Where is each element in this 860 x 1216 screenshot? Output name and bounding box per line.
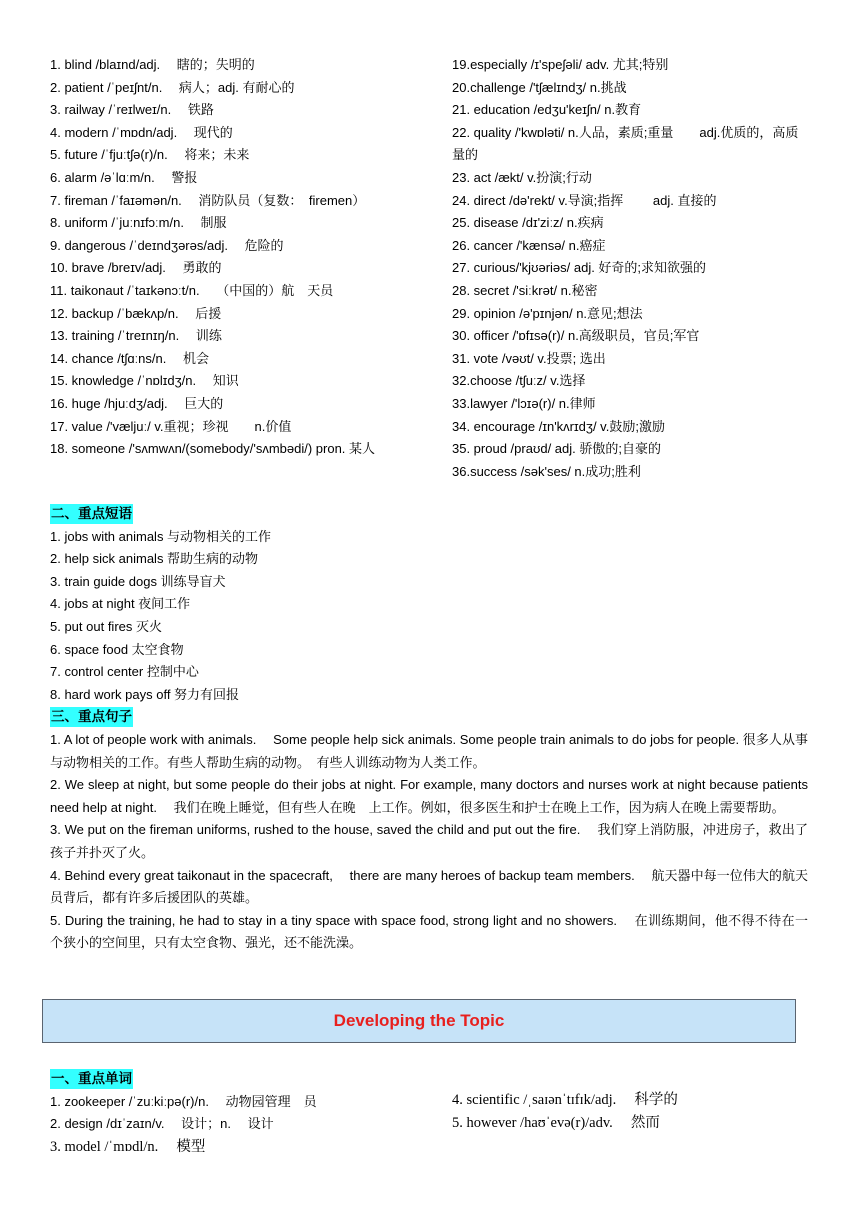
vocab-item: 14. chance /tʃɑːns/n. 机会 — [50, 350, 209, 366]
vocab-item: 9. dangerous /ˈdeɪndʒərəs/adj. 危险的 — [50, 237, 284, 253]
phrase-item: 3. train guide dogs 训练导盲犬 — [50, 573, 226, 589]
vocab-item: 36.success /sək'ses/ n.成功;胜利 — [452, 463, 641, 479]
sentence-item: 3. We put on the fireman uniforms, rushed to the house, saved the child and put out the fire. 我们穿上消防服，冲进房子，救出了孩子并扑灭了火。 — [50, 822, 808, 860]
vocab-item: 17. value /'væljuː/ v.重视；珍视 n.价值 — [50, 418, 292, 434]
vocab-item: 1. blind /blaɪnd/adj. 瞎的；失明的 — [50, 57, 255, 72]
vocab-item: 31. vote /vəʊt/ v.投票; 选出 — [452, 350, 606, 366]
phrase-item: 8. hard work pays off 努力有回报 — [50, 686, 240, 702]
vocab-item: 29. opinion /ə'pɪnjən/ n.意见;想法 — [452, 305, 643, 321]
sentences-section — [50, 729, 808, 955]
phrase-item: 6. space food 太空食物 — [50, 641, 184, 657]
sentence-item: 4. Behind every great taikonaut in the spacecraft, there are many heroes of backup team members. 航天器中每一位伟大的航天员背后，都有许多后援团队的英雄。 — [50, 867, 808, 906]
phrases-section — [50, 503, 470, 729]
vocab-item: 12. backup /ˈbækʌp/n. 后援 — [50, 305, 222, 321]
vocab-item: 4. modern /ˈmɒdn/adj. 现代的 — [50, 124, 233, 140]
vocab-item: 3. model /ˈmɒdl/n. 模型 — [50, 1138, 206, 1155]
sentence-item: 1. A lot of people work with animals. Some people help sick animals. Some people train animals to do jobs for people. 很多人从事与动物相关的工作。有些人帮助生病的动物。 有些人训练动物为人类工作。 — [50, 732, 808, 770]
vocab-item: 13. training /ˈtreɪnɪŋ/n. 训练 — [50, 328, 222, 344]
vocab-item: 2. design /dɪˈzaɪn/v. 设计；n. 设计 — [50, 1116, 274, 1132]
section-banner — [42, 999, 796, 1043]
vocab-item: 11. taikonaut /ˈtaɪkənɔːt/n. （中国的）航 天员 — [50, 282, 334, 298]
vocab-item: 18. someone /'sʌmwʌn/(somebody/'sʌmbədi/) pron. 某人 — [50, 441, 376, 457]
phrases-heading: 二、重点短语 — [50, 504, 133, 524]
vocab-item: 8. uniform /ˈjuːnɪfɔːm/n. 制服 — [50, 215, 227, 231]
vocab-item: 2. patient /ˈpeɪʃnt/n. 病人；adj. 有耐心的 — [50, 79, 295, 95]
phrase-item: 1. jobs with animals 与动物相关的工作 — [50, 528, 272, 544]
vocab-list-right — [452, 54, 812, 483]
dev-vocab-left — [50, 1068, 430, 1158]
vocab-item: 5. future /ˈfjuːtʃə(r)/n. 将来；未来 — [50, 147, 250, 163]
phrase-item: 4. jobs at night 夜间工作 — [50, 596, 191, 612]
vocab-item: 15. knowledge /ˈnɒlɪdʒ/n. 知识 — [50, 373, 239, 389]
vocab-item: 24. direct /də'rekt/ v.导演;指挥 adj. 直接的 — [452, 192, 717, 208]
vocab-item: 22. quality /'kwɒləti/ n.人品，素质;重量 adj.优质的，高质量的 — [452, 124, 799, 163]
vocab-item: 10. brave /breɪv/adj. 勇敢的 — [50, 260, 222, 276]
vocab-item: 19.especially /ɪ'speʃəli/ adv. 尤其;特别 — [452, 57, 669, 72]
dev-vocab-right — [452, 1089, 812, 1134]
vocab-item: 25. disease /dɪ'ziːz/ n.疾病 — [452, 215, 604, 231]
vocab-item: 26. cancer /'kænsə/ n.癌症 — [452, 237, 606, 253]
vocab-item: 28. secret /'siːkrət/ n.秘密 — [452, 282, 598, 298]
vocab-item: 3. railway /ˈreɪlweɪ/n. 铁路 — [50, 102, 214, 118]
vocab-item: 4. scientific /ˌsaɪənˈtɪfɪk/adj. 科学的 — [452, 1092, 678, 1108]
dev-heading: 一、重点单词 — [50, 1069, 133, 1089]
vocab-item: 16. huge /hjuːdʒ/adj. 巨大的 — [50, 395, 224, 411]
phrase-item: 7. control center 控制中心 — [50, 664, 199, 680]
vocab-item: 32.choose /tʃuːz/ v.选择 — [452, 373, 586, 389]
vocab-item: 20.challenge /'tʃælɪndʒ/ n.挑战 — [452, 79, 627, 95]
phrase-item: 2. help sick animals 帮助生病的动物 — [50, 551, 259, 567]
vocab-item: 34. encourage /ɪn'kʌrɪdʒ/ v.鼓励;激励 — [452, 418, 665, 434]
vocab-item: 5. however /haʊˈevə(r)/adv. 然而 — [452, 1114, 660, 1131]
vocab-item: 7. fireman /ˈfaɪəmən/n. 消防队员（复数： firemen） — [50, 192, 366, 208]
banner-title: Developing the Topic — [333, 1011, 505, 1030]
sentences-heading: 三、重点句子 — [50, 707, 133, 727]
vocab-list-left — [50, 54, 410, 461]
sentence-item: 2. We sleep at night, but some people do their jobs at night. For example, many doctors and nurses work at night because patients need help at night. 我们在晚上睡觉，但有些人在晚 上工作。例如，很多医生和护士在晚上工作，因为病人在晚上需要帮助。 — [50, 777, 808, 815]
vocab-item: 23. act /ækt/ v.扮演;行动 — [452, 169, 592, 185]
sentence-item: 5. During the training, he had to stay in a tiny space with space food, strong light and no showers. 在训练期间，他不得不待在一个狭小的空间里，只有太空食物、强光，还不能洗澡。 — [50, 912, 808, 951]
vocab-item: 27. curious/'kjʊəriəs/ adj. 好奇的;求知欲强的 — [452, 260, 707, 276]
vocab-item: 1. zookeeper /ˈzuːkiːpə(r)/n. 动物园管理 员 — [50, 1093, 317, 1109]
vocab-item: 35. proud /praʊd/ adj. 骄傲的;自豪的 — [452, 441, 661, 457]
vocab-item: 33.lawyer /'lɔɪə(r)/ n.律师 — [452, 395, 596, 411]
vocab-item: 30. officer /'ɒfɪsə(r)/ n.高级职员，官员;军官 — [452, 328, 700, 344]
phrase-item: 5. put out fires 灭火 — [50, 618, 162, 634]
vocab-item: 6. alarm /əˈlɑːm/n. 警报 — [50, 169, 198, 185]
vocab-item: 21. education /edʒu'keɪʃn/ n.教育 — [452, 102, 642, 118]
